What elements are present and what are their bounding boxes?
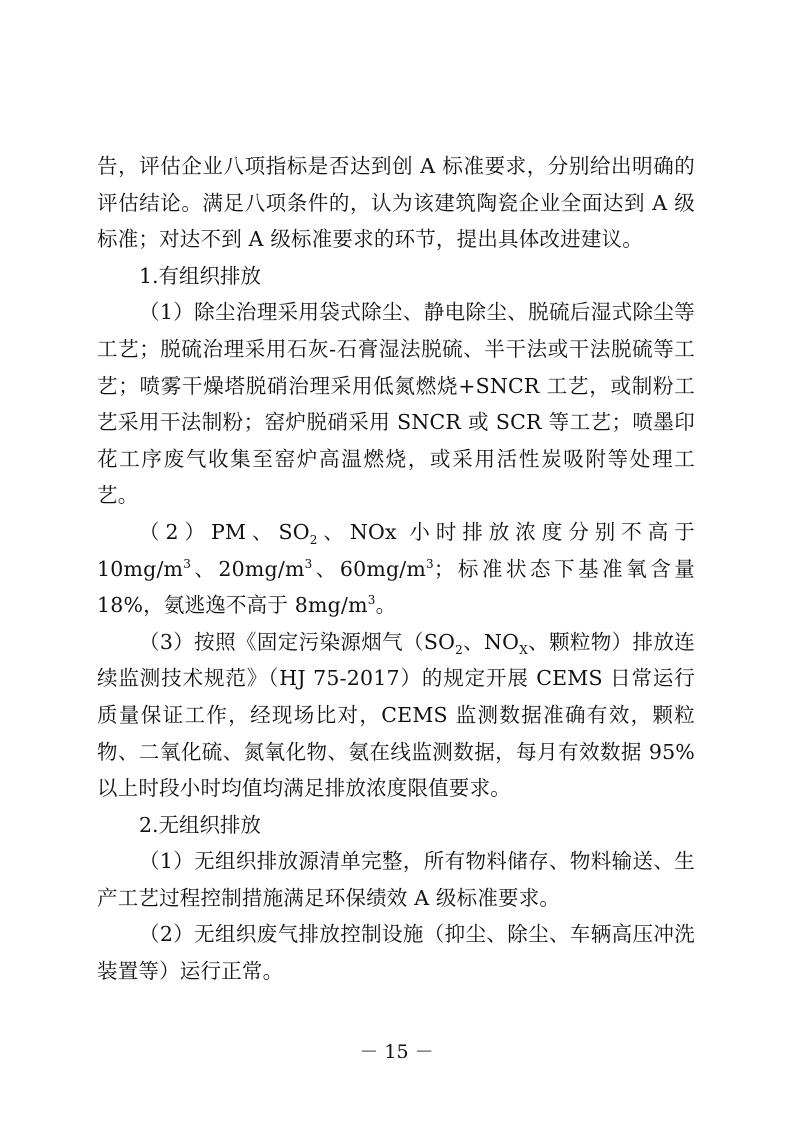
text-run: （2）PM、SO — [139, 519, 310, 544]
section1-item2-paragraph — [97, 514, 695, 624]
text-run: 、NOx 小时排放浓度分别不高于 10mg/m — [97, 519, 695, 581]
subscript: X — [519, 642, 528, 657]
text-run: ；标准状态下基准氧含量 18%，氨逃逸不高于 8mg/m — [97, 556, 695, 618]
section-heading-unorganized-emission: 2.无组织排放 — [139, 812, 262, 837]
text-run: 、NO — [462, 629, 520, 654]
text-run: 、60mg/m — [312, 556, 427, 581]
section2-item2-paragraph: （2）无组织废气排放控制设施（抑尘、除尘、车辆高压冲洗装置等）运行正常。 — [97, 922, 695, 984]
subscript: 2 — [309, 533, 318, 548]
section-heading-organized-emission: 1.有组织排放 — [139, 263, 262, 288]
superscript: 3 — [426, 556, 434, 571]
section2-item1-paragraph: （1）无组织排放源清单完整，所有物料储存、物料输送、生产工艺过程控制措施满足环保绩效 A 级标准要求。 — [97, 849, 695, 910]
subscript: 2 — [455, 642, 463, 657]
section1-item1-paragraph: （1）除尘治理采用袋式除尘、静电除尘、脱硫后湿式除尘等工艺；脱硫治理采用石灰-石膏湿法脱硫、半干法或干法脱硫等工艺；喷雾干燥塔脱硝治理采用低氮燃烧+SNCR 工艺，或制粉工艺采用干法制粉；窑炉脱硝采用 SNCR 或 SCR 等工艺；喷墨印花工序废气收集至窑炉高温燃烧，或采用活性炭吸附等处理工艺。 — [97, 300, 695, 508]
superscript: 3 — [183, 556, 192, 571]
text-run: 。 — [375, 593, 397, 618]
document-body — [97, 148, 695, 990]
section1-item3-paragraph — [97, 624, 695, 807]
text-run: 、20mg/m — [191, 556, 305, 581]
text-run: （3）按照《固定污染源烟气（SO — [139, 629, 456, 654]
intro-paragraph: 告，评估企业八项指标是否达到创 A 标准要求，分别给出明确的评估结论。满足八项条件的，认为该建筑陶瓷企业全面达到 A 级标准；对达不到 A 级标准要求的环节，提出具体改进建议。 — [97, 154, 695, 252]
text-run: 、颗粒物）排放连续监测技术规范》（HJ 75-2017）的规定开展 CEMS 日常运行质量保证工作，经现场比对，CEMS 监测数据准确有效，颗粒物、二氧化硫、氮氧化物、氨在线监测数据，每月有效数据 95%以上时段小时均值均满足排放浓度限值要求。 — [97, 629, 696, 801]
page-number: － 15 － — [359, 1041, 434, 1063]
superscript: 3 — [304, 556, 313, 571]
superscript: 3 — [367, 593, 376, 608]
